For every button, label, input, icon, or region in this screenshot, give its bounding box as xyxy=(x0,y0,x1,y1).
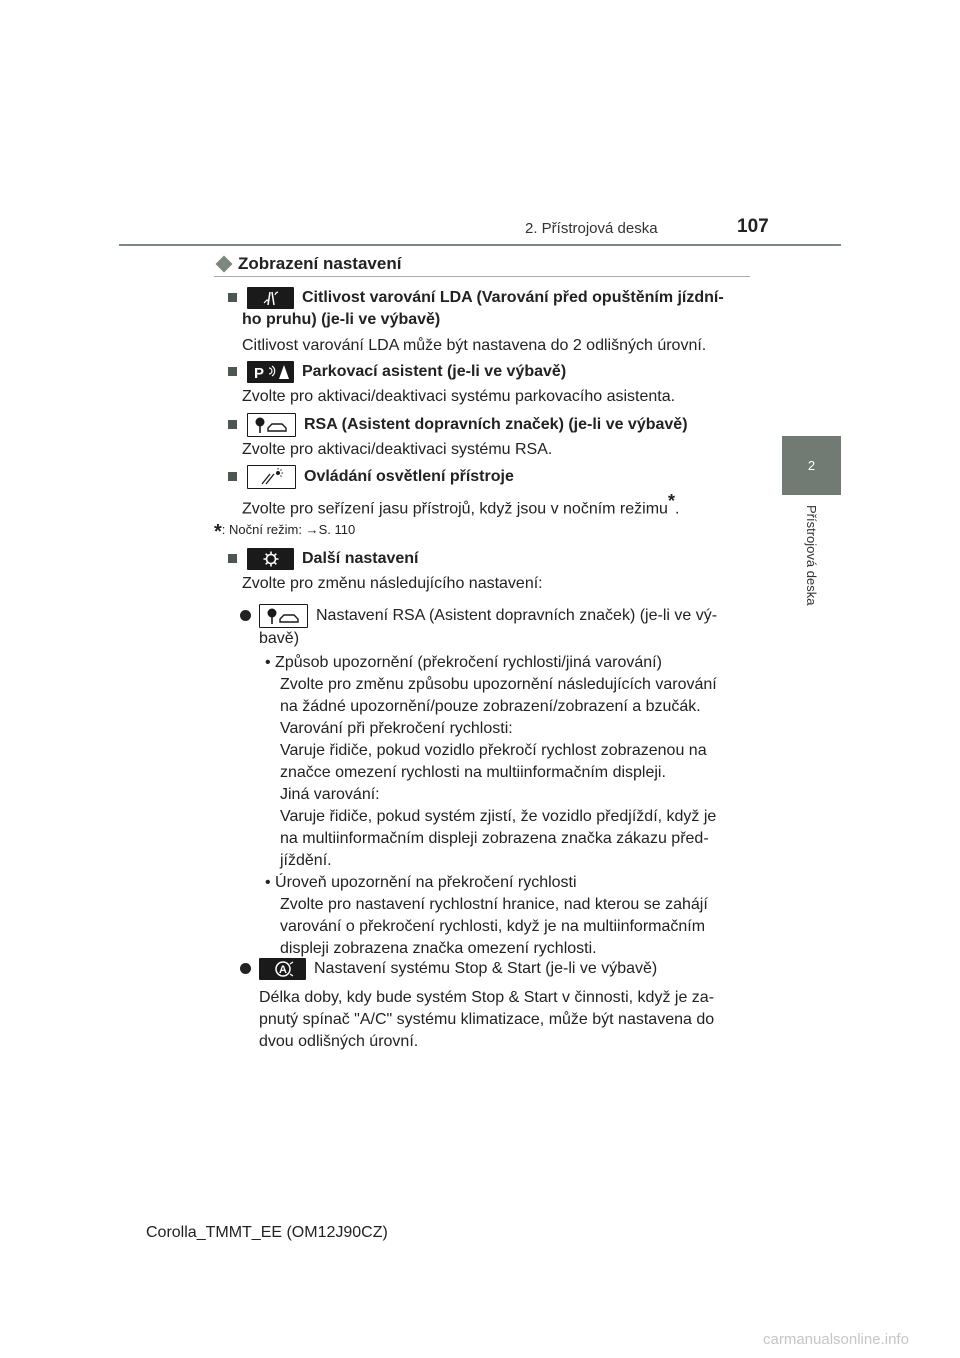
item-other-settings xyxy=(214,548,419,570)
section-heading xyxy=(214,254,750,274)
rsa-bullet-1-line: Varuje řidiče, pokud systém zjistí, že vozidlo předjíždí, když je xyxy=(280,808,717,825)
item-rsa-body: Zvolte pro aktivaci/deaktivaci systému RSA. xyxy=(242,441,553,458)
item-brightness xyxy=(214,465,514,489)
stop-start-setting xyxy=(214,958,750,980)
chapter-label xyxy=(800,505,822,620)
rsa-icon xyxy=(259,604,308,628)
footnote-mark: * xyxy=(667,491,675,511)
page-number: 107 xyxy=(737,216,769,237)
chapter-label-text: Přístrojová deska xyxy=(804,505,819,606)
stop-start-body xyxy=(259,987,749,1053)
item-lda xyxy=(214,287,774,330)
item-lda-title-2: ho pruhu) (je-li ve výbavě) xyxy=(242,311,441,328)
rsa-bullet-1-line: značce omezení rychlosti na multiinformačním displeji. xyxy=(280,764,666,781)
footnote-text: : Noční režim: xyxy=(221,522,306,537)
lda-sensitivity-icon xyxy=(247,287,294,309)
stop-start-line: pnutý spínač "A/C" systému klimatizace, může být nastavena do xyxy=(259,1011,715,1028)
rsa-bullet-1-title: • Způsob upozornění (překročení rychlosti/jiná varování) xyxy=(265,654,662,671)
item-other-settings-title: Další nastavení xyxy=(302,550,419,568)
rsa-bullet-2-line: displeji zobrazena značka omezení rychlosti. xyxy=(280,940,597,957)
stop-start-title: Nastavení systému Stop & Start (je-li ve výbavě) xyxy=(314,960,658,977)
stop-start-line: Délka doby, kdy bude systém Stop & Start v činnosti, když je za- xyxy=(259,989,715,1006)
square-bullet-icon xyxy=(228,367,237,376)
rsa-bullet-1-line: jíždění. xyxy=(280,852,332,869)
rsa-bullet-2-title: • Úroveň upozornění na překročení rychlosti xyxy=(265,874,577,891)
parking-assist-icon xyxy=(247,361,294,383)
rsa-bullet-1-line: na žádné upozornění/pouze zobrazení/zobrazení a bzučák. xyxy=(280,698,701,715)
rsa-setting xyxy=(214,604,750,650)
item-brightness-body-end: . xyxy=(674,500,680,518)
rsa-bullet-1-line: Varování při překročení rychlosti: xyxy=(280,720,513,737)
square-bullet-icon xyxy=(228,554,237,563)
rsa-bullet-2-line: varování o překročení rychlosti, když je na multiinformačním xyxy=(280,918,706,935)
square-bullet-icon xyxy=(228,420,237,429)
chapter-tab: 2 xyxy=(782,436,841,495)
footer-model: Corolla_TMMT_EE (OM12J90CZ) xyxy=(146,1224,388,1241)
item-other-settings-body: Zvolte pro změnu následujícího nastavení: xyxy=(242,575,543,592)
rsa-bullet-1-line: Varuje řidiče, pokud vozidlo překročí rychlost zobrazenou na xyxy=(280,742,707,759)
rsa-bullet-1-line: Zvolte pro změnu způsobu upozornění následujících varování xyxy=(280,676,717,693)
item-parking-body: Zvolte pro aktivaci/deaktivaci systému parkovacího asistenta. xyxy=(242,388,676,405)
square-bullet-icon xyxy=(228,293,237,302)
stop-start-icon xyxy=(259,958,306,980)
item-brightness-body-text: Zvolte pro seřízení jasu přístrojů, když jsou v nočním režimu xyxy=(242,500,668,518)
footnote-star: * xyxy=(214,521,222,543)
item-rsa-title: RSA (Asistent dopravních značek) (je-li ve výbavě) xyxy=(304,416,688,434)
item-rsa xyxy=(214,413,688,437)
footnote xyxy=(214,521,355,544)
section-title: 2. Přístrojová deska xyxy=(525,220,658,237)
header-rule xyxy=(119,244,841,246)
item-brightness-body xyxy=(242,490,679,520)
rsa-icon xyxy=(247,413,296,437)
rsa-bullet-1 xyxy=(265,652,745,960)
item-lda-body: Citlivost varování LDA může být nastavena do 2 odlišných úrovní. xyxy=(242,337,707,354)
watermark: carmanualsonline.info xyxy=(763,1331,909,1348)
item-lda-title: Citlivost varování LDA (Varování před opuštěním jízdní- xyxy=(302,289,724,307)
item-parking-title: Parkovací asistent (je-li ve výbavě) xyxy=(302,363,567,381)
rsa-bullet-1-line: na multiinformačním displeji zobrazena značka zákazu před- xyxy=(280,830,709,847)
rsa-bullet-2-line: Zvolte pro nastavení rychlostní hranice, nad kterou se zahájí xyxy=(280,896,708,913)
brightness-icon xyxy=(247,465,296,489)
rsa-bullet-1-line: Jiná varování: xyxy=(280,786,380,803)
diamond-icon xyxy=(216,256,233,273)
item-brightness-title: Ovládání osvětlení přístroje xyxy=(304,468,514,486)
round-bullet-icon xyxy=(240,610,251,621)
svg-text:P: P xyxy=(253,365,264,381)
arrow-icon: → xyxy=(305,522,319,537)
stop-start-line: dvou odlišných úrovní. xyxy=(259,1033,419,1050)
item-parking xyxy=(214,361,566,383)
footnote-ref: S. 110 xyxy=(318,522,356,537)
svg-text:A: A xyxy=(278,964,287,976)
gear-icon xyxy=(247,548,294,570)
section-heading-text: Zobrazení nastavení xyxy=(238,254,402,273)
rsa-setting-title: Nastavení RSA (Asistent dopravních značek) (je-li ve vý- xyxy=(316,607,718,624)
rsa-setting-title-2: bavě) xyxy=(259,630,300,647)
section-rule xyxy=(214,276,750,277)
square-bullet-icon xyxy=(228,472,237,481)
round-bullet-icon xyxy=(240,963,251,974)
